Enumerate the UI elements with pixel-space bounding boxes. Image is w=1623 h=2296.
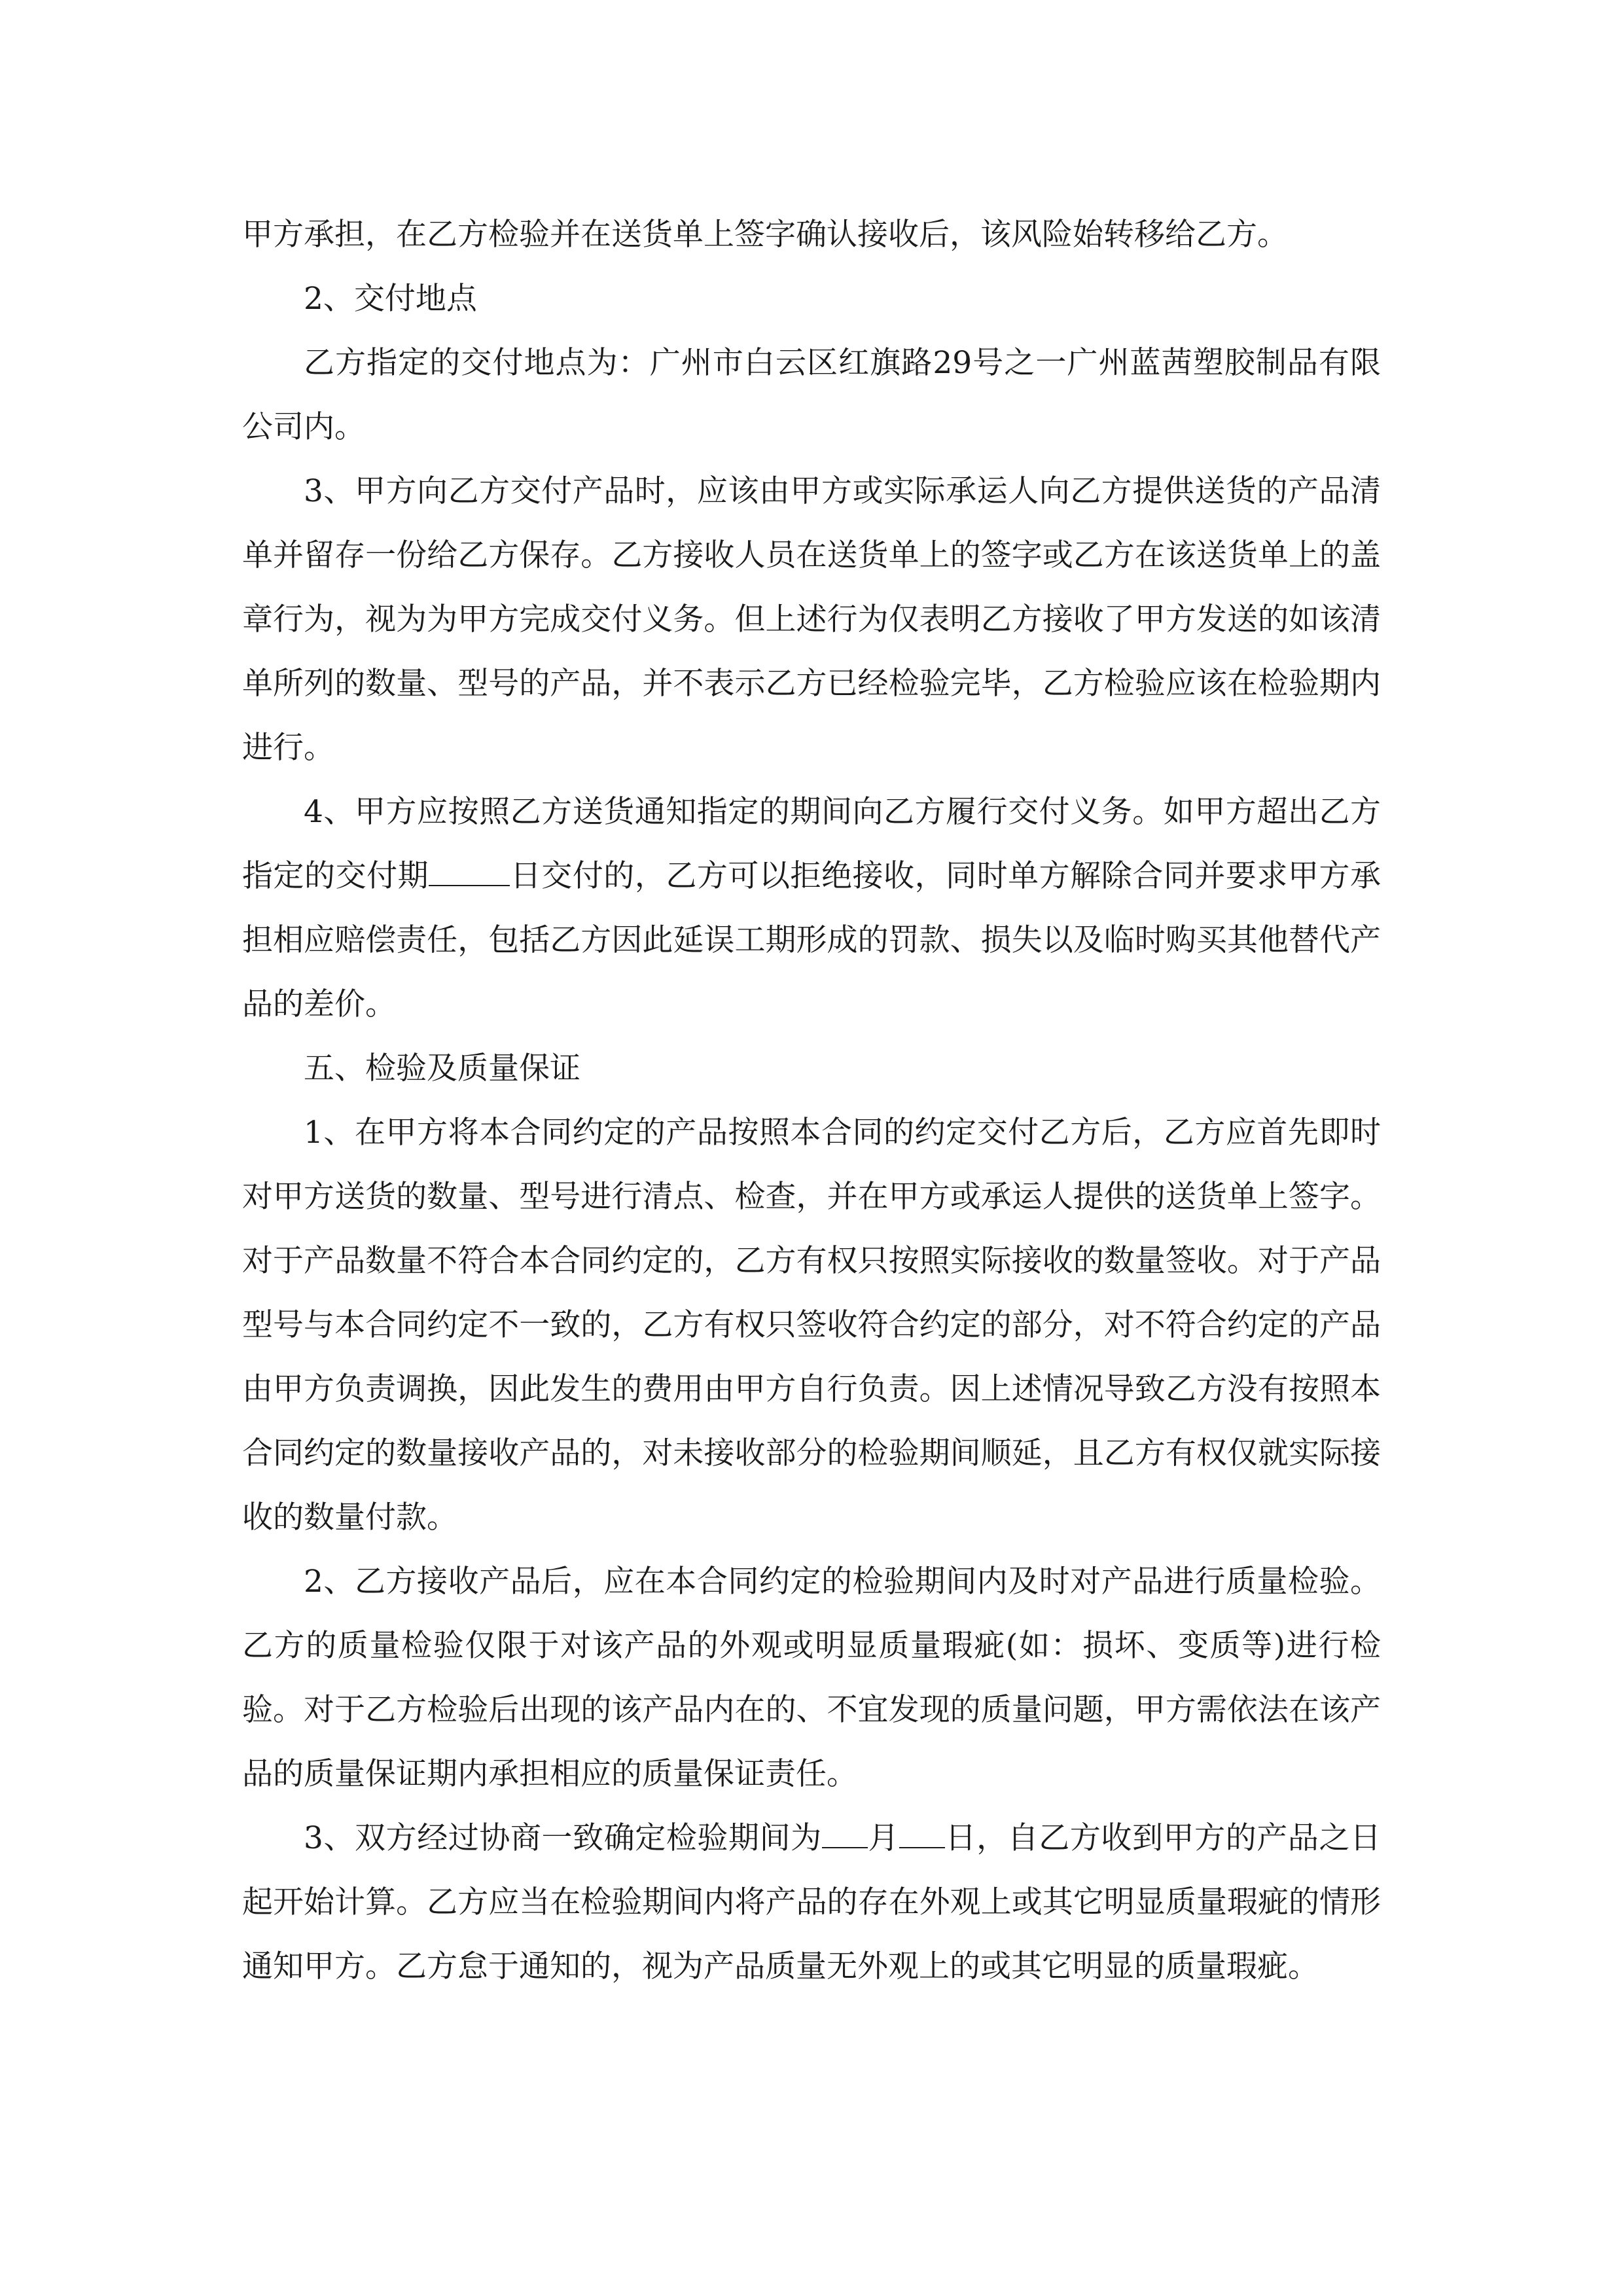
heading-inspection-quality: 五、检验及质量保证: [304, 1050, 580, 1086]
paragraph-risk-transfer: 甲方承担，在乙方检验并在送货单上签字确认接收后，该风险始转移给乙方。: [242, 217, 1288, 253]
document-body: [242, 203, 1381, 1999]
paragraph-quality-inspection: 2、乙方接收产品后，应在本合同约定的检验期间内及时对产品进行质量检验。乙方的质量检验仅限于对该产品的外观或明显质量瑕疵(如：损坏、变质等)进行检验。对于乙方检验后出现的该产品内在的、不宜发现的质量问题，甲方需依法在该产品的质量保证期内承担相应的质量保证责任。: [242, 1564, 1381, 1792]
paragraph-delivery-deadline: [242, 780, 1381, 1037]
paragraph-inspection-period-part2: 日，自乙方收到甲方的产品之日起开始计算。乙方应当在检验期间内将产品的存在外观上或其它明显质量瑕疵的情形通知甲方。乙方怠于通知的，视为产品质量无外观上的或其它明显的质量瑕疵。: [242, 1820, 1382, 1984]
paragraph-delivery-address: 乙方指定的交付地点为：广州市白云区红旗路29号之一广州蓝茜塑胶制品有限公司内。: [242, 345, 1381, 445]
paragraph-inspection-period-part1: 3、双方经过协商一致确定检验期间为: [304, 1820, 822, 1856]
paragraph-inspection-period: [242, 1806, 1381, 1999]
paragraph-inspection-quantity: 1、在甲方将本合同约定的产品按照本合同的约定交付乙方后，乙方应首先即时对甲方送货的数量、型号进行清点、检查，并在甲方或承运人提供的送货单上签字。对于产品数量不符合本合同约定的，乙方有权只按照实际接收的数量签收。对于产品型号与本合同约定不一致的，乙方有权只签收符合约定的部分，对不符合约定的产品由甲方负责调换，因此发生的费用由甲方自行负责。因上述情况导致乙方没有按照本合同约定的数量接收产品的，对未接收部分的检验期间顺延，且乙方有权仅就实际接收的数量付款。: [242, 1115, 1381, 1535]
fill-in-blank-days: [429, 859, 510, 886]
fill-in-blank-days: [899, 1821, 945, 1848]
paragraph-delivery-deadline-part2: 日交付的，乙方可以拒绝接收，同时单方解除合同并要求甲方承担相应赔偿责任，包括乙方因此延误工期形成的罚款、损失以及临时购买其他替代产品的差价。: [242, 858, 1382, 1022]
paragraph-inspection-period-month: 月: [867, 1820, 899, 1856]
fill-in-blank-months: [822, 1821, 868, 1848]
paragraph-delivery-list: 3、甲方向乙方交付产品时，应该由甲方或实际承运人向乙方提供送货的产品清单并留存一份给乙方保存。乙方接收人员在送货单上的签字或乙方在该送货单上的盖章行为，视为为甲方完成交付义务。但上述行为仅表明乙方接收了甲方发送的如该清单所列的数量、型号的产品，并不表示乙方已经检验完毕，乙方检验应该在检验期内进行。: [242, 473, 1381, 766]
paragraph-delivery-deadline-part1: 4、甲方应按照乙方送货通知指定的期间向乙方履行交付义务。如甲方超出乙方指定的交付期: [242, 794, 1381, 894]
heading-delivery-location: 2、交付地点: [304, 281, 477, 317]
